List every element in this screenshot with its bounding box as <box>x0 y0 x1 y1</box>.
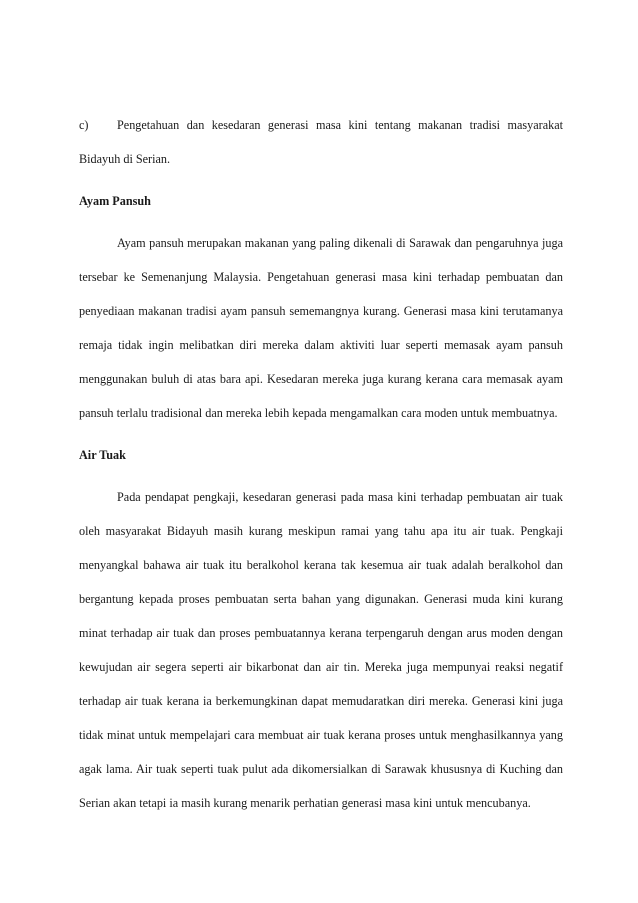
item-c-text: Pengetahuan dan kesedaran generasi masa kini tentang makanan tradisi masyarakat <box>117 118 563 132</box>
paragraph-air-tuak: Pada pendapat pengkaji, kesedaran generasi pada masa kini terhadap pembuatan air tuak oleh masyarakat Bidayuh masih kurang meskipun ramai yang tahu apa itu air tuak. Pengkaji menyangkal bahawa air tuak itu beralkohol kerana tak kesemua air tuak adalah beralkohol dan bergantung kepada proses pembuatan serta bahan yang digunakan. Generasi muda kini kurang minat terhadap air tuak dan proses pembuatannya kerana terpengaruh dengan arus moden dengan kewujudan air segera seperti air bikarbonat dan air tin. Mereka juga mempunyai reaksi negatif terhadap air tuak kerana ia berkemungkinan dapat memudaratkan diri mereka. Generasi kini juga tidak minat untuk mempelajari cara membuat air tuak kerana proses untuk menghasilkannya yang agak lama. Air tuak seperti tuak pulut ada dikomersialkan di Sarawak khususnya di Kuching dan Serian akan tetapi ia masih kurang menarik perhatian generasi masa kini untuk mencubanya. <box>79 490 563 810</box>
section-heading-ayam-pansuh: Ayam Pansuh <box>79 194 151 208</box>
paragraph-ayam-pansuh: Ayam pansuh merupakan makanan yang paling dikenali di Sarawak dan pengaruhnya juga tersebar ke Semenanjung Malaysia. Pengetahuan generasi masa kini terhadap pembuatan dan penyediaan makanan tradisi ayam pansuh sememangnya kurang. Generasi masa kini terutamanya remaja tidak ingin melibatkan diri mereka dalam aktiviti luar seperti memasak ayam pansuh menggunakan buluh di atas bara api. Kesedaran mereka juga kurang kerana cara memasak ayam pansuh terlalu tradisional dan mereka lebih kepada mengamalkan cara moden untuk membuatnya. <box>79 236 563 420</box>
section-heading-air-tuak: Air Tuak <box>79 448 126 462</box>
document-page <box>79 108 563 820</box>
item-c-continuation: Bidayuh di Serian. <box>79 152 171 166</box>
item-c-first-line <box>79 108 563 142</box>
item-marker: c) <box>79 118 89 132</box>
item-c <box>79 108 563 176</box>
